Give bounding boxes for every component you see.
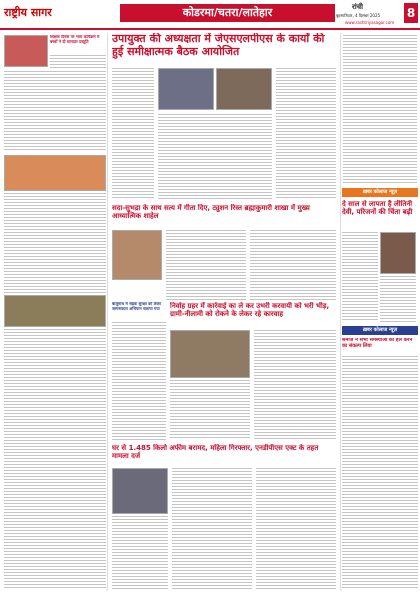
left-text-block-4 xyxy=(4,329,106,589)
lead-photo-1 xyxy=(158,68,214,110)
second-photo xyxy=(112,230,162,280)
date-label: बृहस्पतिवार, 4 दिसंबर 2025 xyxy=(336,13,381,18)
fourth-text-col-2 xyxy=(256,468,336,590)
fourth-headline: घर से 1.485 किलो अफीम बरामद, महिला गिरफ्तार, एनडीपीएस एक्ट के तहत मामला दर्ज xyxy=(112,444,319,461)
left-photo-2 xyxy=(4,155,106,191)
small-mid-text xyxy=(112,322,166,442)
right-box-photo xyxy=(380,232,416,274)
small-mid-headline: बालूमाथ में सड़क सुरक्षा को लेकर जागरूकता अभियान चलाया गया xyxy=(112,302,162,311)
website-label: www.rashtriyasagar.com xyxy=(345,20,395,25)
lead-text-col-3 xyxy=(276,68,336,200)
left-text-block-3 xyxy=(4,193,106,293)
lead-headline: उपायुक्त की अध्यक्षता में जेएसएलपीएस के कार्यों की हुई समीक्षात्मक बैठक आयोजित xyxy=(112,33,325,58)
lead-text-col-2 xyxy=(158,114,272,200)
left-text-block-1 xyxy=(50,55,106,69)
right-lower-headline: समाज ने सभी समस्याओं को हल करने का संकल्प लिया xyxy=(342,338,413,349)
masthead xyxy=(0,0,420,30)
lead-text-col-1 xyxy=(112,68,154,200)
region-banner xyxy=(120,4,335,22)
right-box-text xyxy=(342,232,378,322)
region-label: कोडरमा/चतरा/लातेहार xyxy=(182,6,273,19)
fourth-text-col-0 xyxy=(112,516,168,590)
city-label: रांची xyxy=(352,3,363,11)
right-lower-text xyxy=(342,356,418,590)
third-headline: निर्वाह ग्रहर में कार्रवाई का ले कर उभरी करवायी को भरी भीड़, ग्रामी-नीलामी को रोकने के लेकर रहे कारवाह xyxy=(170,302,330,319)
left-text-block-2 xyxy=(4,71,106,151)
second-headline: सदा-सुभद्रा के साथ सत्य में गीता दिए, ट्युशन रिस्त ब्रह्माकुमारी शाखा में मुख्य आध्यात्मिक शाहेल xyxy=(112,204,310,221)
right-box-headline: दे साल से लापता है लीतिनी देवी, परिजनों की चिंता बढ़ी xyxy=(342,200,413,217)
third-photo xyxy=(170,330,250,378)
lead-photo-2 xyxy=(216,68,272,110)
second-text-col-2 xyxy=(250,230,336,300)
section-band-right xyxy=(342,188,418,197)
right-box-text-2 xyxy=(380,276,416,322)
third-text-col-1 xyxy=(254,330,336,440)
page-number-badge xyxy=(404,3,418,23)
left-photo-3 xyxy=(4,295,106,327)
second-text-col-1 xyxy=(166,230,246,300)
fourth-photo xyxy=(112,468,168,514)
right-text-block-1 xyxy=(343,35,417,185)
left-top-headline: शिक्षक दिवस पर भव्य कार्यक्रम में बच्चों ने दी शानदार प्रस्तुति xyxy=(50,35,100,44)
third-text-col-2 xyxy=(170,380,250,440)
fourth-text-col-1 xyxy=(172,468,252,590)
paper-title: राष्ट्रीय सागर xyxy=(4,6,52,19)
page-number: 8 xyxy=(406,6,416,20)
section-band-right-2 xyxy=(342,326,418,335)
left-column xyxy=(2,33,108,591)
section-band-right-label: ख़बर कोलाज न्यूज़ xyxy=(362,189,398,195)
section-band-right-2-label: ख़बर कोलाज न्यूज़ xyxy=(362,327,398,333)
left-top-photo xyxy=(4,35,48,67)
